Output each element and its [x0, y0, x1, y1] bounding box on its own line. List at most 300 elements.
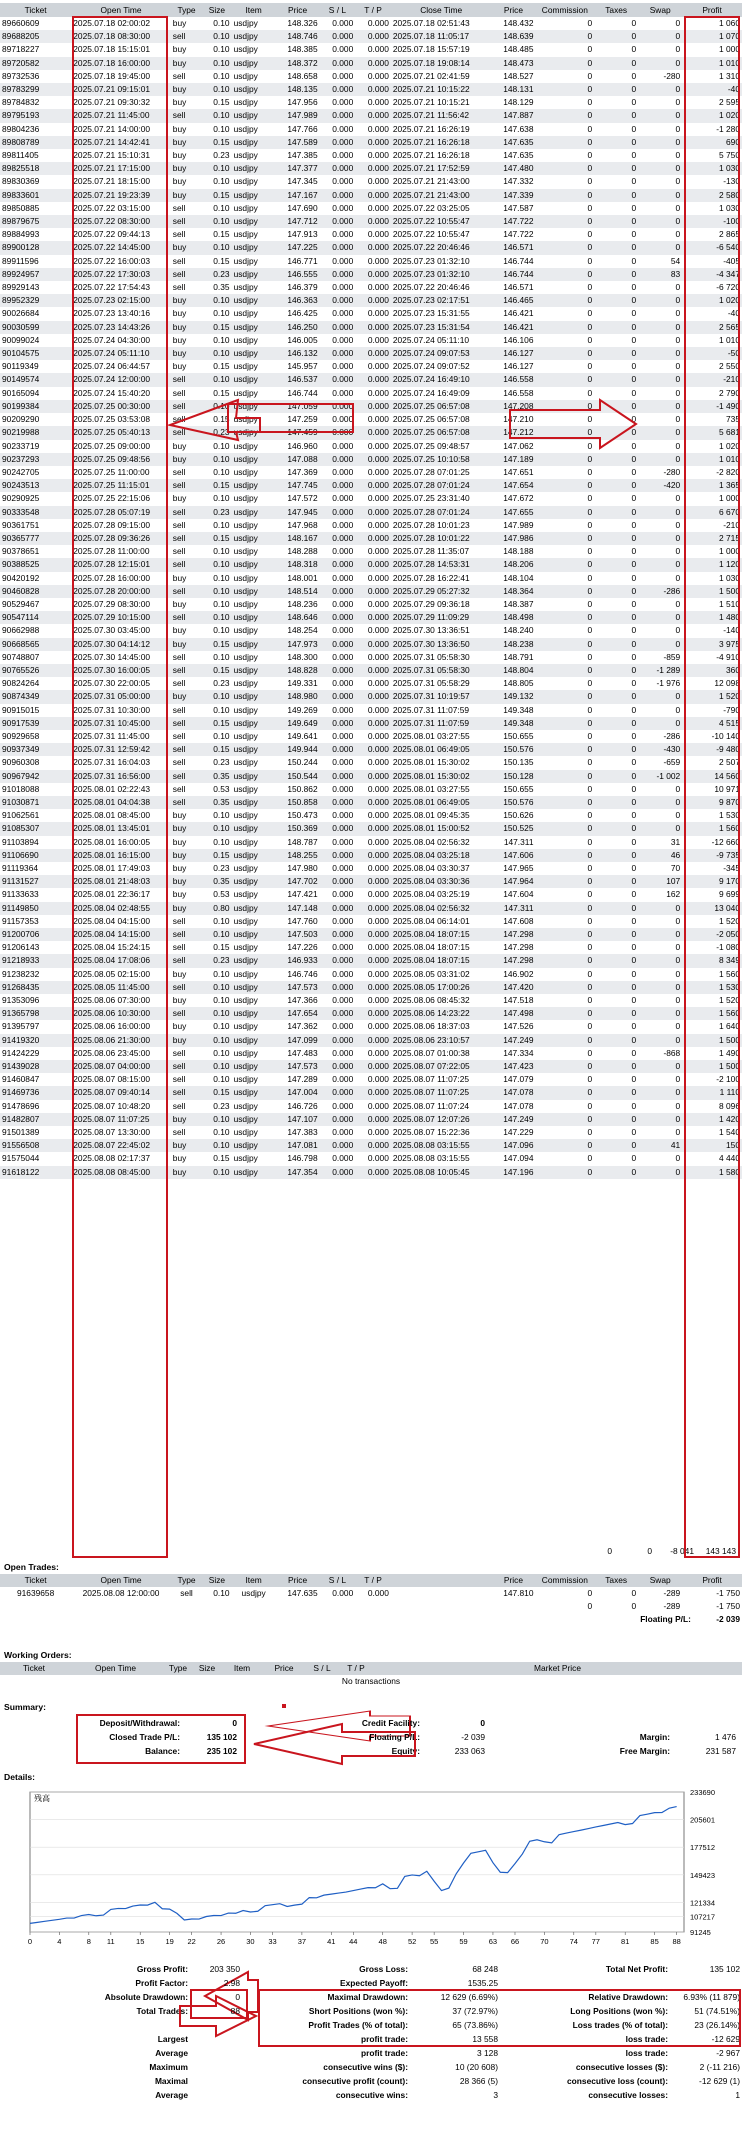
col-header: Type — [163, 1662, 193, 1675]
trade-cell: 147.887 — [503, 110, 534, 121]
credit-label: Credit Facility: — [361, 1718, 420, 1728]
trade-cell: 146.132 — [287, 348, 318, 359]
trade-cell: 0 — [587, 150, 593, 161]
trade-cell: usdjpy — [233, 163, 258, 174]
trade-cell: 2025.08.07 11:07:24 — [392, 1100, 470, 1111]
trade-cell: 2025.07.22 16:00:03 — [73, 255, 151, 266]
trade-cell: 0.000 — [367, 123, 389, 134]
col-header: T / P — [355, 1574, 391, 1587]
trade-cell: 0.10 — [213, 929, 230, 940]
trade-cell: 0.000 — [332, 717, 354, 728]
trade-cell: 0.000 — [367, 889, 389, 900]
stats-cell: Profit Factor: — [135, 1978, 188, 1988]
trade-cell: 0 — [587, 796, 593, 807]
trade-cell: -790 — [723, 704, 740, 715]
trade-cell: 91460847 — [2, 1074, 40, 1085]
trade-cell: usdjpy — [233, 440, 258, 451]
trade-cell: 147.366 — [287, 995, 318, 1006]
working-orders-title: Working Orders: — [4, 1650, 72, 1660]
trade-cell: 2025.07.23 01:32:10 — [392, 255, 470, 266]
trade-cell: 0 — [631, 1034, 637, 1045]
trade-cell: buy — [172, 163, 187, 174]
trade-cell: 0.000 — [367, 863, 389, 873]
open-trade-cell: 147.635 — [287, 1588, 318, 1598]
trade-cell: 148.385 — [287, 44, 318, 55]
trade-cell: 2025.07.24 15:40:20 — [73, 387, 151, 398]
col-header: Size — [202, 3, 231, 17]
trade-cell: 0.10 — [213, 585, 230, 596]
stats-cell — [0, 2018, 190, 2032]
trade-cell: 2025.07.18 02:51:43 — [392, 18, 470, 28]
trade-cell: 0.000 — [367, 374, 389, 385]
trade-cell: usdjpy — [233, 849, 258, 860]
trade-cell: 2 865 — [719, 229, 740, 240]
trade-cell: 89808789 — [2, 136, 40, 147]
deposit-label: Deposit/Withdrawal: — [99, 1718, 180, 1728]
trade-cell: 0.000 — [367, 1127, 389, 1138]
trade-cell: 90967942 — [2, 770, 40, 781]
trade-cell: 0.10 — [213, 559, 230, 570]
trade-cell: 2025.08.01 06:49:05 — [392, 744, 470, 755]
trade-cell: 0 — [675, 1061, 681, 1072]
trade-cell: 0.000 — [367, 176, 389, 187]
trade-cell: 0.000 — [367, 1113, 389, 1124]
trade-cell: 1 500 — [719, 1061, 740, 1072]
trade-cell: 0.10 — [213, 625, 230, 636]
trade-cell: 0.23 — [213, 863, 230, 873]
col-header: Item — [232, 3, 276, 17]
trade-cell: 0.000 — [332, 136, 354, 147]
trade-cell: 2025.07.28 16:00:00 — [73, 572, 151, 583]
trade-cell: 2025.07.21 10:15:21 — [392, 97, 470, 108]
trade-cell: 2025.07.23 15:31:54 — [392, 321, 470, 332]
trade-cell: 147.345 — [287, 176, 318, 187]
trade-cell: 2025.08.01 04:04:38 — [73, 796, 151, 807]
trade-cell: 0 — [587, 400, 593, 411]
trade-cell: 2025.07.24 05:11:10 — [73, 348, 150, 359]
free-margin-value: 231 587 — [705, 1746, 736, 1756]
trade-cell: 0 — [587, 321, 593, 332]
trade-cell: sell — [172, 255, 186, 266]
trade-cell: 0 — [587, 427, 593, 438]
trade-cell: 2025.07.25 05:40:13 — [73, 427, 151, 438]
trade-cell: -210 — [723, 519, 740, 530]
trade-cell: 2025.08.06 16:00:00 — [73, 1021, 151, 1032]
trade-cell: 0 — [587, 268, 593, 279]
total-commission: 0 — [607, 1546, 612, 1556]
trade-cell: 0 — [675, 717, 681, 728]
col-header: Open Time — [71, 1574, 171, 1587]
stats-cell: loss trade: — [625, 2034, 668, 2044]
trade-cell: 2025.07.22 14:45:00 — [73, 242, 151, 253]
trade-cell: buy — [172, 598, 187, 609]
trade-cell: usdjpy — [233, 770, 258, 781]
trade-cell: 0 — [631, 1153, 637, 1164]
stats-cell: -12 629 (1) — [699, 2076, 740, 2086]
trade-cell: 0.10 — [213, 1074, 230, 1085]
trade-cell: usdjpy — [233, 1166, 258, 1177]
trade-cell: 90104575 — [2, 348, 40, 359]
trade-cell: 89833601 — [2, 189, 40, 200]
trade-cell: 89825518 — [2, 163, 40, 174]
trade-cell: buy — [172, 189, 187, 200]
trade-cell: 2025.07.24 09:07:52 — [392, 361, 470, 372]
trade-cell: 147.229 — [503, 1127, 534, 1138]
trade-cell: buy — [172, 1140, 187, 1151]
trade-cell: 0.000 — [367, 1021, 389, 1032]
trade-cell: 90219988 — [2, 427, 40, 438]
equity-label: Equity: — [391, 1746, 420, 1756]
trade-cell: 0 — [631, 598, 637, 609]
trade-cell: 0.000 — [332, 744, 354, 755]
stats-cell: Maximal — [154, 2076, 188, 2086]
trade-cell: 147.760 — [287, 915, 318, 926]
trade-cell: 0.15 — [213, 97, 230, 108]
trade-cell: sell — [172, 783, 186, 794]
col-header: Item — [232, 1574, 276, 1587]
trade-cell: 91149850 — [2, 902, 39, 913]
trade-cell: buy — [172, 348, 187, 359]
trade-cell: 90209290 — [2, 414, 40, 425]
col-header: Taxes — [594, 1574, 638, 1587]
trade-cell: -286 — [663, 585, 681, 596]
trade-cell: 0.10 — [213, 31, 230, 42]
trade-cell: buy — [172, 1153, 187, 1164]
col-header: Size — [193, 1662, 221, 1675]
trade-cell: 0.000 — [367, 1034, 389, 1045]
trade-cell: 148.001 — [287, 572, 318, 583]
trade-cell: 147.249 — [503, 1034, 534, 1045]
trade-cell: sell — [172, 730, 186, 741]
annotation-dot — [282, 1704, 286, 1708]
trade-cell: 0.10 — [213, 704, 230, 715]
trade-cell: -140 — [723, 625, 740, 636]
trade-cell: 2025.08.08 10:05:45 — [392, 1166, 470, 1177]
trade-cell: 150.576 — [503, 796, 534, 807]
trade-cell: 0 — [631, 493, 637, 504]
trade-cell: 2025.07.31 11:07:59 — [392, 704, 470, 715]
trade-cell: 0 — [675, 308, 681, 319]
trade-cell: 2 595 — [719, 97, 740, 108]
trade-cell: 90748807 — [2, 651, 40, 662]
x-tick-label: 77 — [591, 1937, 600, 1946]
trade-cell: 0 — [631, 585, 637, 596]
trade-cell: 0 — [675, 189, 681, 200]
trade-cell: 2025.07.29 09:36:18 — [392, 598, 470, 609]
trade-cell: 91030871 — [2, 796, 40, 807]
trade-cell: 2025.08.01 13:45:01 — [73, 823, 151, 834]
trade-cell: 0.10 — [213, 730, 230, 741]
trade-cell: usdjpy — [233, 361, 258, 372]
trade-cell: usdjpy — [233, 1074, 258, 1085]
trade-cell: 0 — [587, 216, 593, 227]
trade-cell: 0 — [631, 163, 637, 174]
trade-cell: 0 — [587, 902, 593, 913]
trade-cell: 0 — [587, 995, 593, 1006]
trade-cell: 1 500 — [719, 585, 740, 596]
trade-cell: -100 — [723, 216, 740, 227]
trade-cell: -10 140 — [711, 730, 740, 741]
trade-cell: sell — [172, 757, 186, 768]
trade-cell: 147.712 — [287, 216, 318, 227]
trade-cell: usdjpy — [233, 308, 258, 319]
trade-cell: 2025.08.01 17:49:03 — [73, 863, 151, 873]
trade-cell: 2025.07.24 16:49:09 — [392, 387, 470, 398]
trade-cell: 0 — [631, 744, 637, 755]
trade-cell: 2025.07.22 17:30:03 — [73, 268, 151, 279]
trade-cell: 2025.08.08 08:45:00 — [73, 1166, 151, 1177]
trade-cell: 2025.08.07 22:45:02 — [73, 1140, 151, 1151]
trade-cell: 0 — [587, 612, 593, 623]
trade-cell: 0.15 — [213, 532, 230, 543]
trade-cell: 0.35 — [213, 770, 230, 781]
trade-cell: 0.000 — [332, 823, 354, 834]
trade-cell: 0 — [631, 889, 637, 900]
stats-cell: consecutive losses ($): — [575, 2062, 668, 2072]
trade-cell: 91119364 — [2, 863, 39, 873]
no-transactions: No transactions — [341, 1676, 401, 1686]
trade-cell: 0 — [587, 440, 593, 451]
trade-cell: 90420192 — [2, 572, 40, 583]
trade-cell: sell — [172, 546, 186, 557]
trade-cell: 0 — [587, 836, 593, 847]
trade-cell: buy — [172, 968, 187, 979]
trade-cell: usdjpy — [233, 242, 258, 253]
trade-cell: 0 — [587, 942, 593, 953]
trade-cell: 0 — [631, 466, 637, 477]
trade-cell: 0.000 — [332, 1008, 354, 1019]
trade-cell: 0.000 — [367, 163, 389, 174]
trade-cell: 0 — [587, 1087, 593, 1098]
trade-cell: buy — [172, 123, 187, 134]
trade-cell: 147.062 — [503, 440, 534, 451]
trade-cell: usdjpy — [233, 546, 258, 557]
trade-cell: 89720582 — [2, 57, 40, 68]
trade-cell: buy — [172, 849, 187, 860]
trade-cell: sell — [172, 1127, 186, 1138]
trade-cell: 0.000 — [367, 97, 389, 108]
x-tick-label: 4 — [57, 1937, 62, 1946]
trade-cell: 0.000 — [332, 57, 354, 68]
trade-cell: 0.000 — [367, 770, 389, 781]
trade-cell: 147.587 — [503, 202, 534, 213]
trade-cell: 146.127 — [503, 361, 534, 372]
trade-cell: 0.35 — [213, 282, 230, 293]
trade-cell: 0.000 — [367, 704, 389, 715]
stats-row — [0, 2074, 742, 2088]
trade-cell: 147.913 — [287, 229, 318, 240]
stats-row — [0, 2060, 742, 2074]
col-header: Market Price — [373, 1662, 742, 1675]
col-header: Swap — [638, 1574, 682, 1587]
plot-area — [30, 1792, 684, 1932]
trade-cell: 0 — [631, 849, 637, 860]
trade-cell: sell — [172, 651, 186, 662]
trade-cell: 0.000 — [332, 783, 354, 794]
trade-cell: 0 — [587, 1113, 593, 1124]
trade-cell: 90199384 — [2, 400, 40, 411]
trade-cell: buy — [172, 242, 187, 253]
trade-cell: usdjpy — [233, 678, 258, 689]
trade-cell: 0 — [587, 744, 593, 755]
y-tick-label: 177512 — [690, 1843, 716, 1853]
trade-cell: buy — [172, 440, 187, 451]
trade-cell: 735 — [726, 414, 740, 425]
col-header — [391, 1574, 492, 1587]
trade-cell: 0 — [631, 796, 637, 807]
trade-cell: 89784832 — [2, 97, 40, 108]
trade-cell: 0 — [631, 625, 637, 636]
trade-cell: usdjpy — [233, 783, 258, 794]
trade-cell: 0.000 — [332, 123, 354, 134]
trade-cell: 90915015 — [2, 704, 40, 715]
trade-cell: buy — [172, 44, 187, 55]
trade-cell: 0.000 — [367, 44, 389, 55]
trade-cell: 2025.08.06 08:45:32 — [392, 995, 470, 1006]
trade-cell: 2025.07.29 11:09:29 — [392, 612, 470, 623]
trade-cell: 0 — [675, 796, 681, 807]
trade-cell: 0.000 — [367, 400, 389, 411]
trade-cell: usdjpy — [233, 1008, 258, 1019]
trade-cell: 0.000 — [332, 1140, 354, 1151]
trade-cell: 0.000 — [367, 1100, 389, 1111]
trade-cell: 2025.08.06 14:23:22 — [392, 1008, 470, 1019]
col-header: Type — [171, 3, 202, 17]
trade-cell: 0 — [675, 123, 681, 134]
y-tick-label: 149423 — [690, 1870, 716, 1880]
open-trade-cell — [391, 1587, 492, 1600]
trade-cell: 0.000 — [332, 546, 354, 557]
trade-cell: 148.473 — [503, 57, 534, 68]
trade-cell: -4 347 — [716, 268, 740, 279]
trade-cell: usdjpy — [233, 295, 258, 306]
trade-cell: 0.000 — [332, 163, 354, 174]
trade-cell: 150.473 — [287, 810, 318, 821]
trade-cell: 0 — [631, 902, 637, 913]
trade-cell: sell — [172, 519, 186, 530]
trade-cell: 0 — [675, 823, 681, 834]
trade-cell: 0 — [631, 176, 637, 187]
trade-cell: 0.000 — [332, 532, 354, 543]
trade-cell: 149.944 — [287, 744, 318, 755]
trade-cell: 2025.08.04 04:15:00 — [73, 915, 151, 926]
trade-cell: 0 — [631, 427, 637, 438]
trade-cell: 0.000 — [367, 691, 389, 702]
trade-cell: 0 — [675, 559, 681, 570]
trade-cell: -405 — [723, 255, 740, 266]
trade-cell: 2025.07.28 16:22:41 — [392, 572, 470, 583]
trade-cell: 2025.07.21 14:42:41 — [73, 136, 151, 147]
trade-cell: 0 — [587, 532, 593, 543]
trade-cell: 0 — [631, 770, 637, 781]
trade-cell: 0.000 — [332, 31, 354, 42]
trade-cell: 0.80 — [213, 902, 230, 913]
stats-cell: Loss trades (% of total): — [572, 2020, 668, 2030]
x-tick-label: 66 — [510, 1937, 520, 1946]
trade-cell: -430 — [663, 744, 681, 755]
trade-cell: 89929143 — [2, 282, 40, 293]
trade-cell: 2025.07.23 13:40:16 — [73, 308, 151, 319]
trade-cell: 0.000 — [332, 374, 354, 385]
trade-cell: 2025.07.30 14:45:00 — [73, 651, 151, 662]
trade-cell: 0.000 — [367, 572, 389, 583]
trade-cell: 147.298 — [503, 942, 534, 953]
stats-cell: -12 629 — [711, 2034, 740, 2044]
trade-cell: 2025.08.07 07:22:05 — [392, 1061, 470, 1072]
trade-cell: 2025.07.24 09:07:53 — [392, 348, 470, 359]
trade-cell: 146.726 — [287, 1100, 318, 1111]
trade-cell: 149.348 — [503, 704, 534, 715]
trade-cell: 0.000 — [332, 572, 354, 583]
trade-cell: 0.000 — [367, 598, 389, 609]
stats-cell: consecutive loss (count): — [567, 2076, 668, 2086]
trade-cell: usdjpy — [233, 57, 258, 68]
trade-cell: 0 — [631, 308, 637, 319]
trade-cell: 2025.07.21 11:45:00 — [73, 110, 150, 121]
trade-cell: 148.828 — [287, 664, 318, 675]
trade-cell: 0 — [675, 546, 681, 557]
trade-cell: 2025.07.21 21:43:00 — [392, 189, 470, 200]
trade-cell: 91353096 — [2, 995, 40, 1006]
trade-cell: 0.000 — [367, 532, 389, 543]
trade-cell: usdjpy — [233, 1100, 258, 1111]
trade-cell: sell — [172, 216, 186, 227]
trade-cell: 0.15 — [213, 189, 230, 200]
trade-cell: 1 310 — [719, 70, 740, 81]
stats-row — [0, 1976, 742, 1990]
trade-cell: 0.000 — [367, 321, 389, 332]
trade-cell: 0.000 — [367, 1047, 389, 1058]
trade-cell: 2025.07.21 17:15:00 — [73, 163, 151, 174]
trade-cell: 2025.08.05 11:45:00 — [73, 981, 150, 992]
trade-cell: -130 — [723, 176, 740, 187]
trade-cell: 2025.07.30 04:14:12 — [73, 638, 151, 649]
closed-pl-label: Closed Trade P/L: — [109, 1732, 180, 1742]
trade-cell: 2025.08.04 03:25:18 — [392, 849, 470, 860]
trade-cell: sell — [172, 202, 186, 213]
trade-cell: 2025.08.01 22:36:17 — [73, 889, 151, 900]
trade-cell: 2025.07.23 02:17:51 — [392, 295, 470, 306]
trade-cell: 0 — [631, 334, 637, 345]
stats-cell: consecutive profit (count): — [302, 2076, 408, 2086]
trade-cell: 2025.08.01 16:00:05 — [73, 836, 151, 847]
trade-cell: 0 — [631, 1021, 637, 1032]
trade-cell: 147.004 — [287, 1087, 318, 1098]
trade-cell: 147.249 — [503, 1113, 534, 1124]
trade-cell: 2025.07.22 17:54:43 — [73, 282, 151, 293]
trade-cell: 0.000 — [332, 678, 354, 689]
trade-cell: 90765526 — [2, 664, 40, 675]
trade-cell: 0.000 — [332, 929, 354, 940]
trade-cell: 146.746 — [287, 968, 318, 979]
trade-cell: 2025.08.04 02:56:32 — [392, 836, 470, 847]
trade-cell: buy — [172, 836, 187, 847]
trade-cell: -280 — [663, 466, 681, 477]
closed-pl-value: 135 102 — [206, 1732, 237, 1742]
trade-cell: 5 750 — [719, 150, 740, 161]
trade-cell: 0.15 — [213, 664, 230, 675]
trade-cell: buy — [172, 1021, 187, 1032]
trade-cell: 0 — [631, 414, 637, 425]
stats-row — [0, 1962, 742, 1976]
trade-cell: -420 — [663, 480, 681, 491]
trade-cell: 148.318 — [287, 559, 318, 570]
trade-cell: 148.188 — [503, 546, 534, 557]
trade-cell: usdjpy — [233, 348, 258, 359]
trade-cell: 0.10 — [213, 1061, 230, 1072]
trade-cell: 2025.08.04 14:15:00 — [73, 929, 151, 940]
open-sub-profit: -1 750 — [716, 1601, 740, 1612]
